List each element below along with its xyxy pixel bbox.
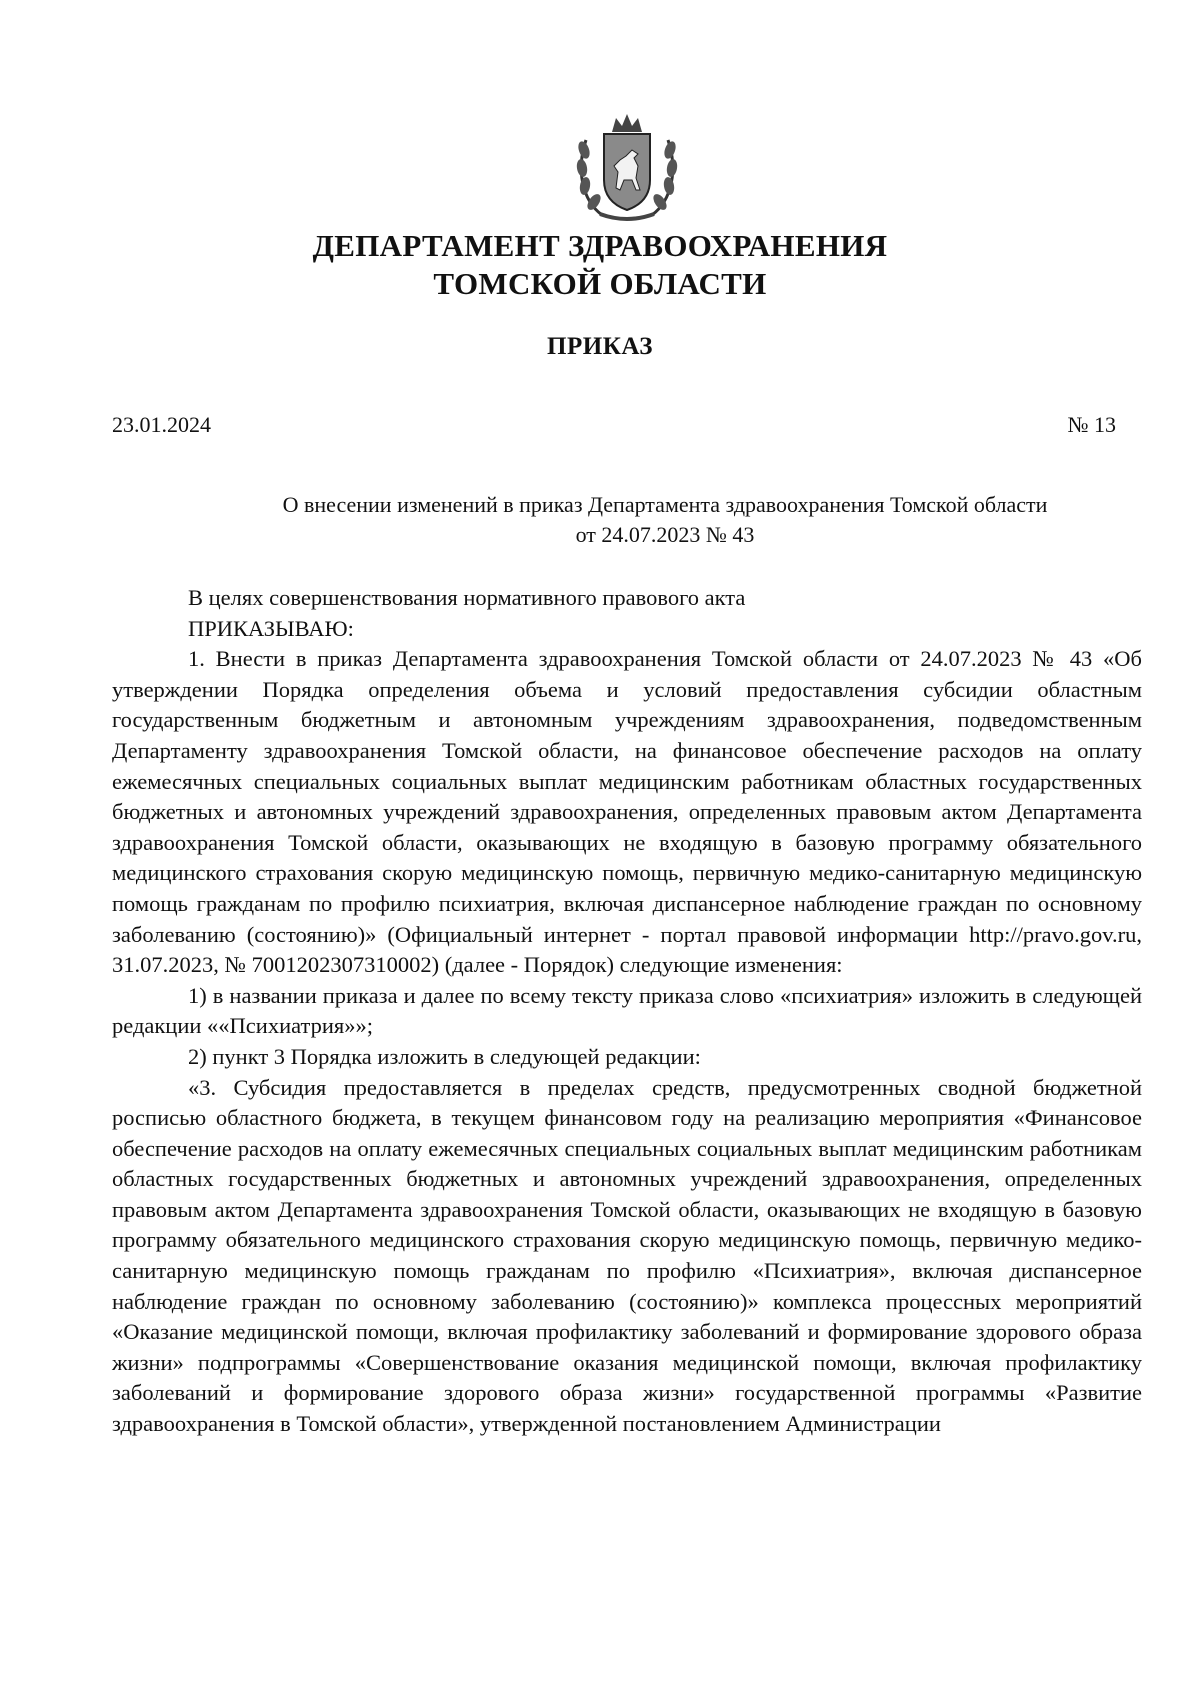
document-number: № 13	[1067, 412, 1116, 437]
subclause-2-paragraph: 2) пункт 3 Порядка изложить в следующей редакции:	[188, 1043, 701, 1069]
document-date: 23.01.2024	[112, 412, 211, 437]
document-type: ПРИКАЗ	[547, 333, 653, 360]
organization-name-line1: ДЕПАРТАМЕНТ ЗДРАВООХРАНЕНИЯ	[312, 228, 888, 263]
subclause-1-paragraph: 1) в названии приказа и далее по всему тексту приказа слово «психиатрия» изложить в следующей редакции ««Психиатрия»»;	[112, 982, 1142, 1039]
clause-1-paragraph: 1. Внести в приказ Департамента здравоохранения Томской области от 24.07.2023 № 43 «Об утверждении Порядка определения объема и условий предоставления субсидии областным государственным бюджетным и автономным учреждениям здравоохранения, подведомственным Департаменту здравоохранения Томской области, на финансовое обеспечение расходов на оплату ежемесячных специальных социальных выплат медицинским работникам областных государственных бюджетных и автономных учреждений здравоохранения, определенных правовым актом Департамента здравоохранения Томской области, оказывающих не входящую в базовую программу обязательного медицинского страхования скорую медицинскую помощь, первичную медико-санитарную медицинскую помощь гражданам по профилю психиатрия, включая диспансерное наблюдение граждан по основному заболеванию (состоянию)» (Официальный интернет - портал правовой информации http://pravo.gov.ru, 31.07.2023, № 7001202307310002) (далее - Порядок) следующие изменения:	[112, 646, 1142, 978]
document-subject	[200, 490, 1130, 550]
document-body	[112, 583, 1142, 1440]
preamble-paragraph: В целях совершенствования нормативного правового акта	[188, 585, 746, 610]
subject-line2: от 24.07.2023 № 43	[575, 522, 755, 547]
new-clause-3-paragraph: «3. Субсидия предоставляется в пределах средств, предусмотренных сводной бюджетной росписью областного бюджета, в текущем финансовом году на реализацию мероприятия «Финансовое обеспечение расходов на оплату ежемесячных специальных социальных выплат медицинским работникам областных государственных бюджетных и автономных учреждений здравоохранения, определенных правовым актом Департамента здравоохранения Томской области, оказывающих не входящую в базовую программу обязательного медицинского страхования скорую медицинскую помощь, первичную медико-санитарную медицинскую помощь гражданам по профилю «Психиатрия», включая диспансерное наблюдение граждан по основному заболеванию (состоянию)» комплекса процессных мероприятий «Оказание медицинской помощи, включая профилактику заболеваний и формирование здорового образа жизни» подпрограммы «Совершенствование оказания медицинской помощи, включая профилактику заболеваний и формирование здорового образа жизни» государственной программы «Развитие здравоохранения в Томской области», утвержденной постановлением Администрации	[112, 1074, 1142, 1437]
tomsk-region-coat-of-arms-icon	[572, 110, 682, 225]
order-keyword: ПРИКАЗЫВАЮ:	[188, 615, 354, 641]
subject-line1: О внесении изменений в приказ Департамента здравоохранения Томской области	[282, 492, 1048, 517]
organization-name-line2: ТОМСКОЙ ОБЛАСТИ	[433, 266, 767, 301]
